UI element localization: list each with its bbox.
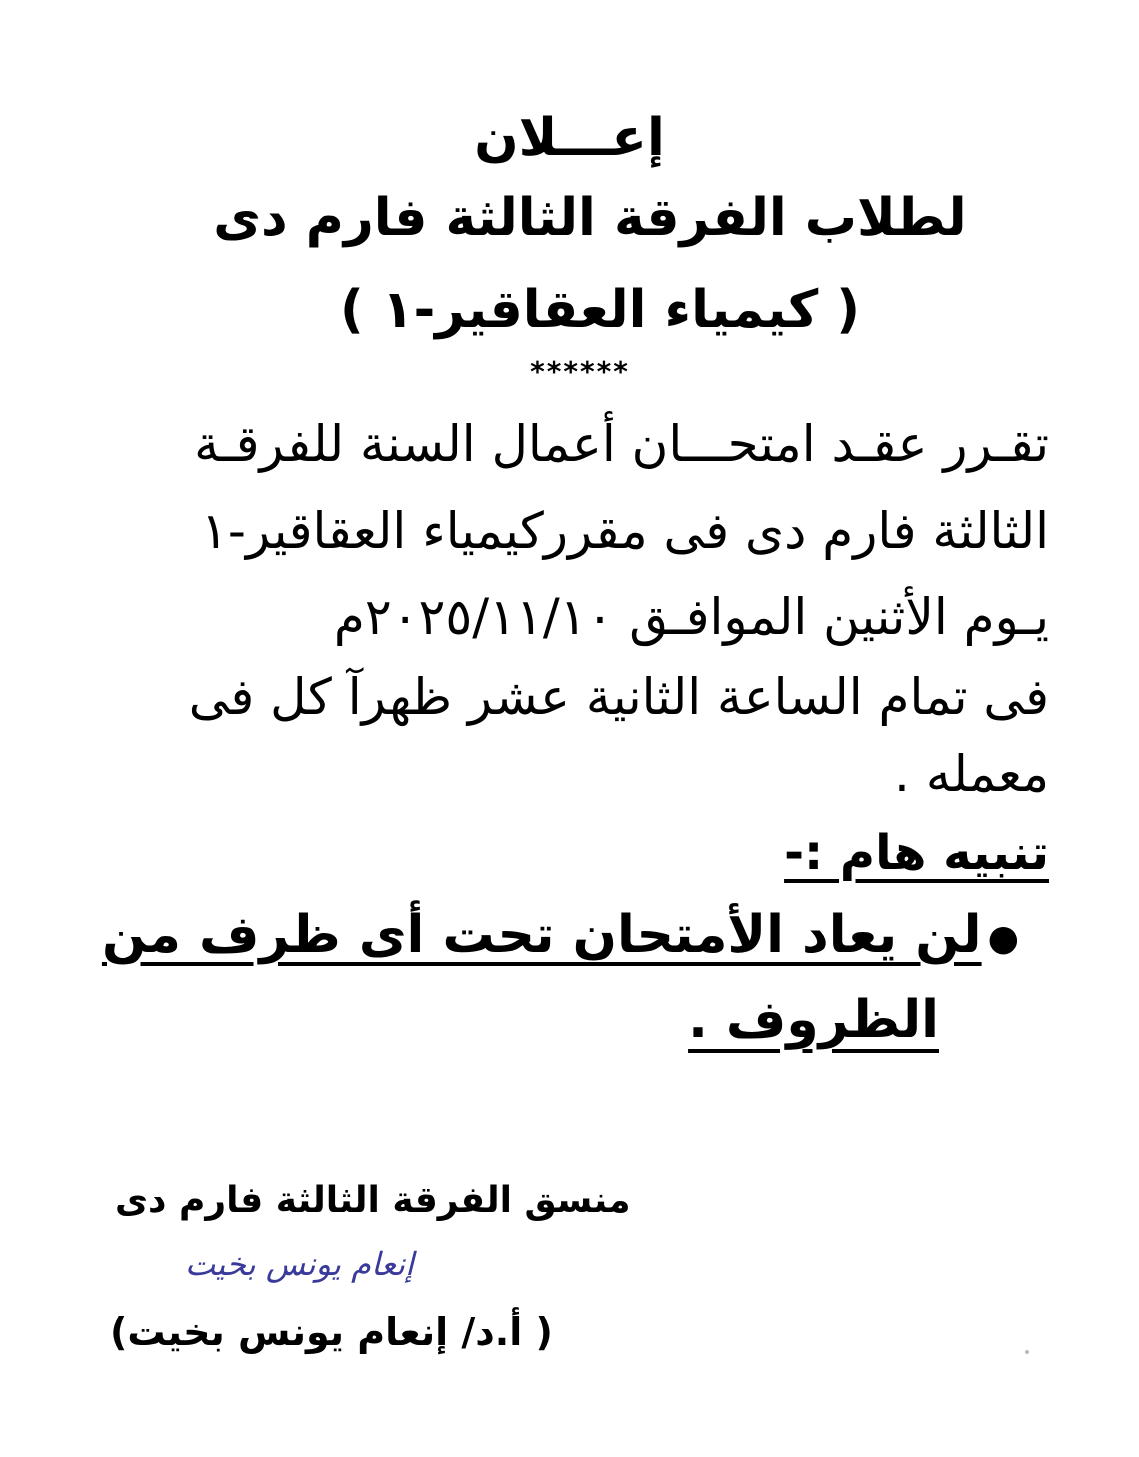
handwritten-signature: إنعام يونس بخيت [185,1245,414,1283]
body-line-4: فى تمام الساعة الثانية عشر ظهرآ كل فى [188,668,1049,726]
signature-name: ( أ.د/ إنعام يونس بخيت) [110,1310,553,1354]
signature-role: منسق الفرقة الثالثة فارم دى [115,1180,631,1221]
audience-title: لطلاب الفرقة الثالثة فارم دى [213,188,967,248]
announcement-heading: إعـــلان [474,108,665,168]
body-line-5: معمله . [894,745,1049,803]
notice-line-2: الظروف . [688,990,939,1050]
scan-speck [1025,1350,1029,1354]
important-notice-label: تنبيه هام :- [784,825,1049,881]
body-line-3: يـوم الأثنين الموافـق ٢٠٢٥/١١/١٠م [333,588,1049,646]
notice-line-1 [102,905,1019,965]
notice-text-1: لن يعاد الأمتحان تحت أى ظرف من [101,905,982,965]
separator-stars: ****** [530,355,630,388]
body-line-1: تقـرر عقـد امتحـــان أعمال السنة للفرقـة [194,415,1049,473]
body-line-2: الثالثة فارم دى فى مقرركيمياء العقاقير-١ [201,502,1049,560]
bullet-icon: ● [987,917,1019,959]
course-title: ( كيمياء العقاقير-١ ) [339,280,861,340]
